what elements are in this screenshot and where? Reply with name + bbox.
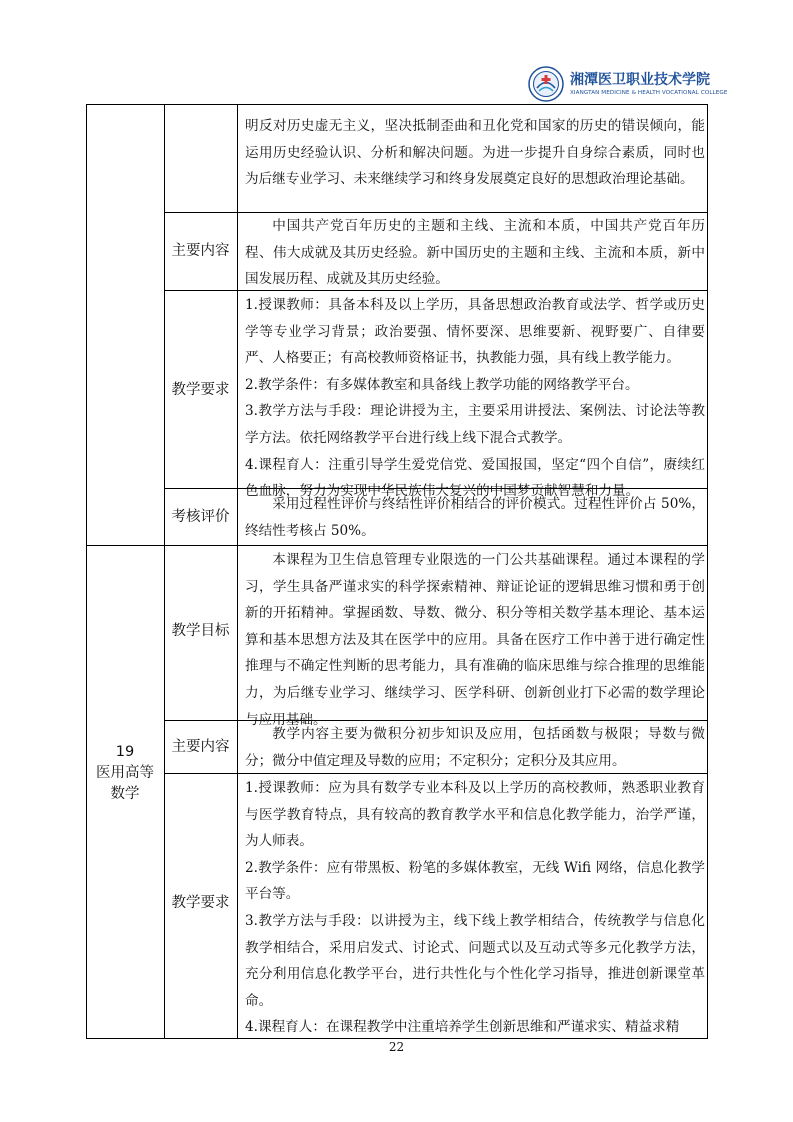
requirement-item: 1.授课教师：应为具有数学专业本科及以上学历的高校教师，熟悉职业教育与医学教育特点，具有较高的教育教学水平和信息化教学能力，治学严谨，为人师表。 xyxy=(245,780,705,850)
requirements-label: 教学要求 xyxy=(171,895,230,911)
requirement-item: 4.课程育人：注重引导学生爱党信党、爱国报国，坚定“四个自信”，赓续红色血脉，努力为实现中华民族伟大复兴的中国梦贡献智慧和力量。 xyxy=(245,456,705,500)
course-number: 19 xyxy=(115,744,135,760)
requirement-item: 4.课程育人：在课程教学中注重培养学生创新思维和严谨求实、精益求精 xyxy=(245,1019,680,1036)
requirement-item: 1.授课教师：具备本科及以上学历，具备思想政治教育或法学、哲学或历史学等专业学习背景；政治要强、情怀要深、思维要新、视野要广、自律要严、人格要正；有高校教师资格证书，执教能力强，具有线上教学能力。 xyxy=(245,297,705,367)
requirement-item: 2.教学条件：应有带黑板、粉笔的多媒体教室，无线 Wifi 网络，信息化教学平台等。 xyxy=(245,859,705,903)
page-number: 22 xyxy=(388,1040,405,1054)
college-name: 湘潭医卫职业技术学院 xyxy=(570,72,710,88)
requirement-item: 2.教学条件：有多媒体教室和具备线上教学功能的网络教学平台。 xyxy=(245,376,639,393)
requirements-text xyxy=(245,775,705,1041)
content-label: 主要内容 xyxy=(171,739,230,755)
course-name: 医用高等 xyxy=(96,765,154,781)
college-name-en: XIANGTAN MEDICINE & HEALTH VOCATIONAL COLLEGE xyxy=(570,90,728,96)
requirements-text xyxy=(245,292,705,505)
college-logo-icon xyxy=(528,66,564,102)
college-header xyxy=(528,66,728,106)
goal-text-continued: 明反对历史虚无主义，坚决抵制歪曲和丑化党和国家的历史的错误倾向，能运用历史经验认识、分析和解决问题。为进一步提升自身综合素质，同时也为后继专业学习、未来继续学习和终身发展奠定良好的思想政治理论基础。 xyxy=(245,118,705,188)
evaluation-text: 采用过程性评价与终结性评价相结合的评价模式。过程性评价占 50%，终结性考核占 50%。 xyxy=(245,496,705,539)
evaluation-label: 考核评价 xyxy=(171,509,230,525)
course-identifier xyxy=(86,742,164,805)
goal-text: 本课程为卫生信息管理专业限选的一门公共基础课程。通过本课程的学习，学生具备严谨求实的科学探索精神、辩证论证的逻辑思维习惯和勇于创新的开拓精神。掌握函数、导数、微分、积分等相关数学基本理论、基本运算和基本思想方法及其在医学中的应用。具备在医疗工作中善于进行确定性推理与不确定性判断的思考能力，具有准确的临床思维与综合推理的思维能力，为后继专业学习、继续学习、医学科研、创新创业打下必需的数学理论与应用基础。 xyxy=(245,552,705,728)
goal-label: 教学目标 xyxy=(171,623,230,639)
course-name: 数学 xyxy=(110,786,140,802)
requirements-label: 教学要求 xyxy=(171,382,230,398)
content-text: 教学内容主要为微积分初步知识及应用，包括函数与极限；导数与微分；微分中值定理及导数的应用；不定积分；定积分及其应用。 xyxy=(245,726,705,769)
requirement-item: 3.教学方法与手段：理论讲授为主，主要采用讲授法、案例法、讨论法等教学方法。依托网络教学平台进行线上线下混合式教学。 xyxy=(245,403,705,446)
content-label: 主要内容 xyxy=(171,243,230,259)
content-text: 中国共产党百年历史的主题和主线、主流和本质，中国共产党百年历程、伟大成就及其历史经验。新中国历史的主题和主线、主流和本质，新中国发展历程、成就及其历史经验。 xyxy=(245,218,705,288)
requirement-item: 3.教学方法与手段：以讲授为主，线下线上教学相结合，传统教学与信息化教学相结合，采用启发式、讨论式、问题式以及互动式等多元化教学方法，充分利用信息化教学平台，进行共性化与个性化学习指导，推进创新课堂革命。 xyxy=(245,912,705,1009)
